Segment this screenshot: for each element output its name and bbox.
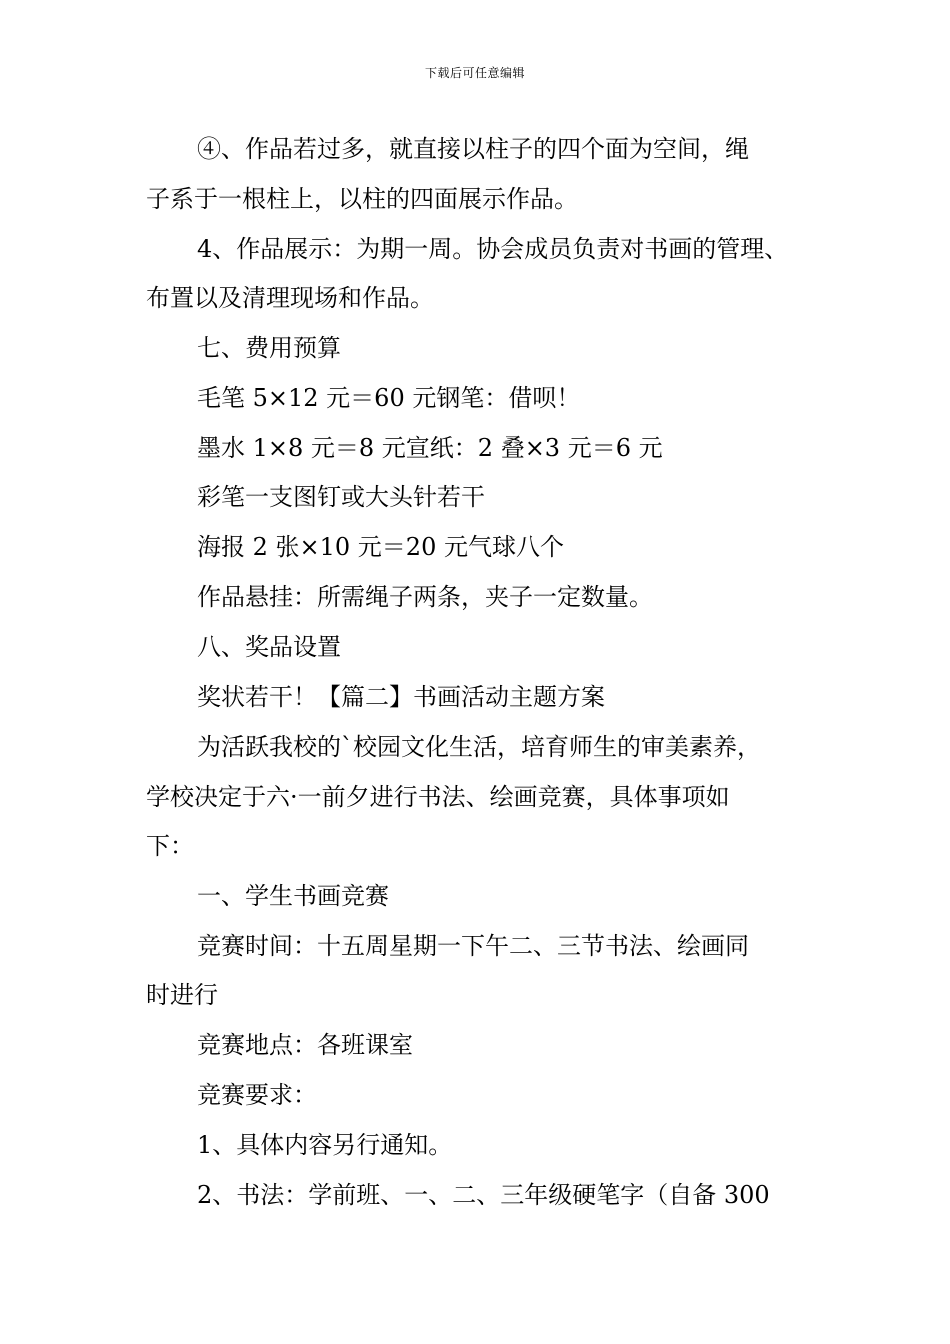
paragraph-line: 子系于一根柱上，以柱的四面展示作品。 bbox=[146, 185, 578, 213]
paragraph-line: 奖状若干！【篇二】书画活动主题方案 bbox=[197, 683, 605, 711]
page-header-note: 下载后可任意编辑 bbox=[424, 66, 525, 80]
paragraph-line: 作品悬挂：所需绳子两条，夹子一定数量。 bbox=[197, 583, 653, 611]
paragraph-line: 布置以及清理现场和作品。 bbox=[146, 284, 434, 312]
section-heading: 一、学生书画竞赛 bbox=[197, 882, 389, 910]
section-heading: 八、奖品设置 bbox=[197, 633, 341, 661]
paragraph-line: 4、作品展示：为期一周。协会成员负责对书画的管理、 bbox=[197, 235, 789, 263]
paragraph-line: 时进行 bbox=[146, 981, 218, 1009]
paragraph-line: 海报 2 张×10 元＝20 元气球八个 bbox=[197, 533, 564, 561]
section-heading: 七、费用预算 bbox=[197, 334, 341, 362]
paragraph-line: 学校决定于六·一前夕进行书法、绘画竞赛，具体事项如 bbox=[146, 783, 730, 811]
paragraph-line: 竞赛要求： bbox=[197, 1081, 317, 1109]
paragraph-line: 为活跃我校的`校园文化生活，培育师生的审美素养， bbox=[197, 733, 761, 761]
paragraph-line: 毛笔 5×12 元＝60 元钢笔：借呗！ bbox=[197, 384, 581, 412]
paragraph-line: 墨水 1×8 元＝8 元宣纸：2 叠×3 元＝6 元 bbox=[197, 434, 663, 462]
paragraph-line: ④、作品若过多，就直接以柱子的四个面为空间，绳 bbox=[197, 135, 749, 163]
paragraph-line: 下： bbox=[146, 832, 194, 860]
paragraph-line: 1、具体内容另行通知。 bbox=[197, 1131, 453, 1159]
paragraph-line: 竞赛地点：各班课室 bbox=[197, 1031, 413, 1059]
paragraph-line: 竞赛时间：十五周星期一下午二、三节书法、绘画同 bbox=[197, 932, 749, 960]
paragraph-line: 彩笔一支图钉或大头针若干 bbox=[197, 483, 485, 511]
paragraph-line: 2、书法：学前班、一、二、三年级硬笔字（自备 300 bbox=[197, 1181, 770, 1209]
